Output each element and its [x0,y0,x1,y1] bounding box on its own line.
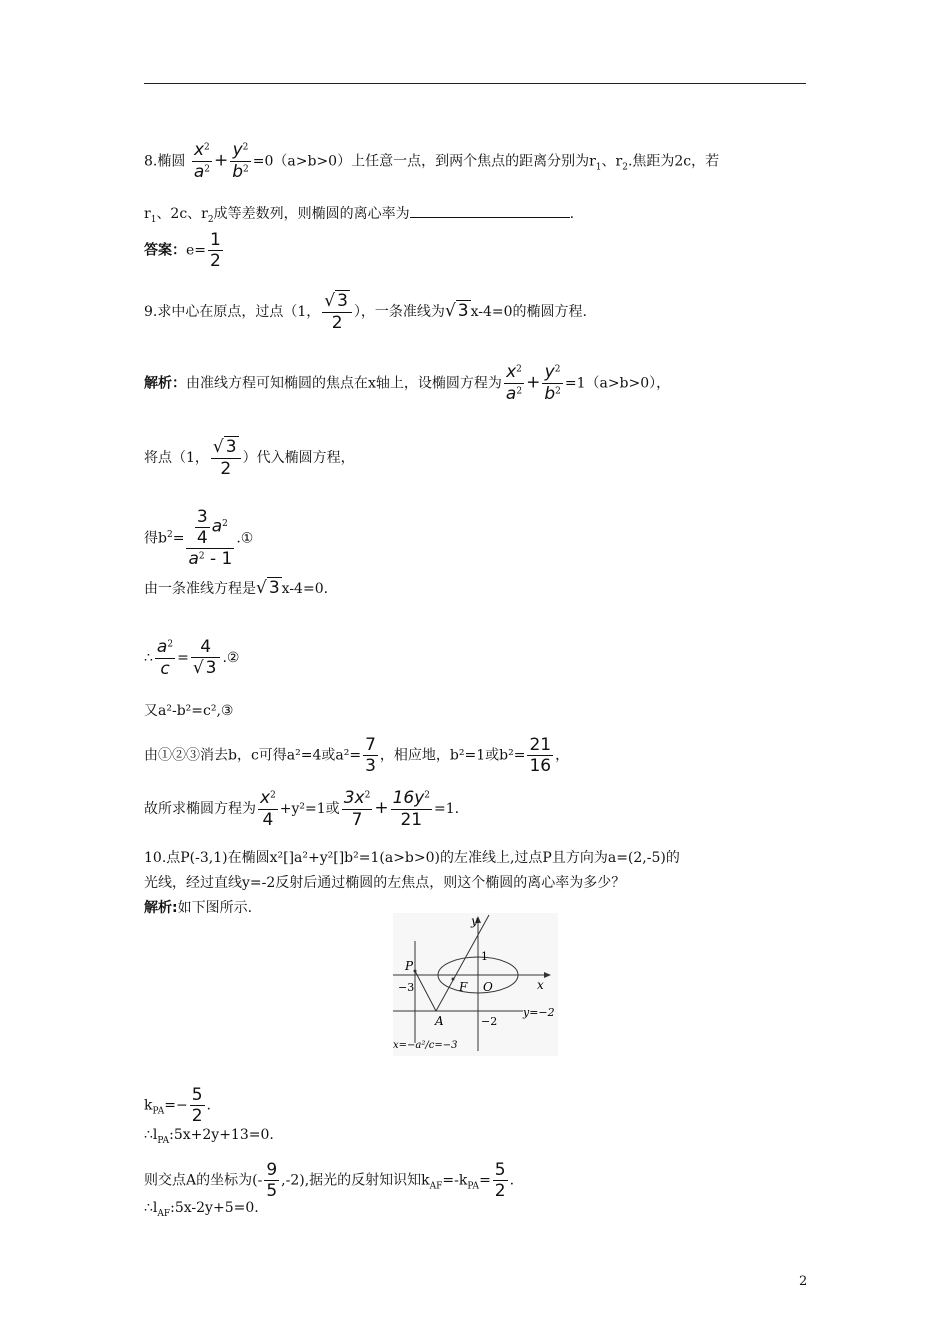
svg-text:y=−2: y=−2 [523,1006,555,1019]
sol9-line8: 故所求椭圆方程为 $\frac{x^2}{4}$ +y²=1或 $\frac{3x^2}{7}$ + $\frac{16y^2}{21}$ =1. [144,788,460,830]
sol9-line1: 解析：由准线方程可知椭圆的焦点在x轴上，设椭圆方程为 $\frac{x^2}{a^2}$ + $\frac{y^2}{b^2}$ =1（a>b>0）， [144,362,671,404]
svg-text:y: y [471,914,478,928]
page-number: 2 [799,1274,808,1289]
sol9-line5: ∴ $\frac{a^2}{c}$ = $\frac{4}{√ 3}$ .② [144,637,240,679]
q10-line2: 光线，经过直线y=-2反射后通过椭圆的左焦点，则这个椭圆的离心率为多少？ [144,875,626,891]
ellipse-diagram [393,913,558,1056]
q10-kpa: $k_{PA}=-$ $\frac{5}{2}$ . [144,1085,211,1126]
svg-text:A: A [435,1014,444,1028]
q8-answer: 答案：e= $\frac{1}{2}$ [144,230,221,271]
svg-text:x: x [537,978,544,992]
q10-point-a: 则交点A的坐标为(- $\frac{9}{5}$ ,-2),据光的反射知识知$k_{AF}=-k_{PA}=$ $\frac{5}{2}$ . [144,1160,515,1201]
answer-blank[interactable] [410,203,570,218]
svg-text:F: F [459,980,468,994]
svg-text:−2: −2 [481,1015,498,1028]
q10-line3: 解析:如下图所示. [144,900,253,916]
q8-frac-x: $\frac{x^2}{a^2}$ [193,140,210,182]
svg-text:P: P [405,959,414,973]
q10-line1: 10.点P(-3,1)在椭圆x²[]a²+y²[]b²=1(a>b>0)的左准线上,过点P且方向为a=(2,-5)的 [144,850,680,866]
svg-text:O: O [483,980,493,994]
svg-text:−3: −3 [398,981,415,994]
q8-line1: 8.椭圆 $\frac{x^2}{a^2}$ + $\frac{y^2}{b^2}$ =0（a>b>0）上任意一点，到两个焦点的距离分别为$r_1$、$r_2$.焦距为2c，若 [144,140,720,182]
svg-text:1: 1 [481,950,488,963]
q9-question: 9.求中心在原点，过点（1， $\frac{√ 3}{2}$ ），一条准线为√ 3 x-4=0的椭圆方程. [144,291,587,333]
sol9-line3: 得$b^2=$ $\frac{3}{4}$ $a^2$ $a^2 - 1$ .① [144,507,254,569]
sol9-line7: 由①②③消去b，c可得a²=4或a²= $\frac{7}{3}$ ，相应地，b²=1或b²= $\frac{21}{16}$ ， [144,735,570,776]
ellipse-figure [393,913,558,1056]
q10-lpa: $\therefore l_{PA}:5x+2y+13=0$. [144,1127,274,1146]
header-rule [144,83,806,84]
q8-line2: $r_1$、2c、$r_2$成等差数列，则椭圆的离心率为 . [144,203,574,224]
svg-text:x=−a²/c=−3: x=−a²/c=−3 [393,1040,458,1051]
q10-laf: $\therefore l_{AF}:5x-2y+5=0$. [144,1200,259,1219]
sol9-line2: 将点（1， $\frac{√ 3}{2}$ ）代入椭圆方程， [144,437,355,479]
sol9-line6: 又a²-b²=c²,③ [144,703,234,719]
sol9-line4: 由一条准线方程是√ 3 x-4=0. [144,578,329,598]
q8-frac-y: $\frac{y^2}{b^2}$ [232,140,249,182]
